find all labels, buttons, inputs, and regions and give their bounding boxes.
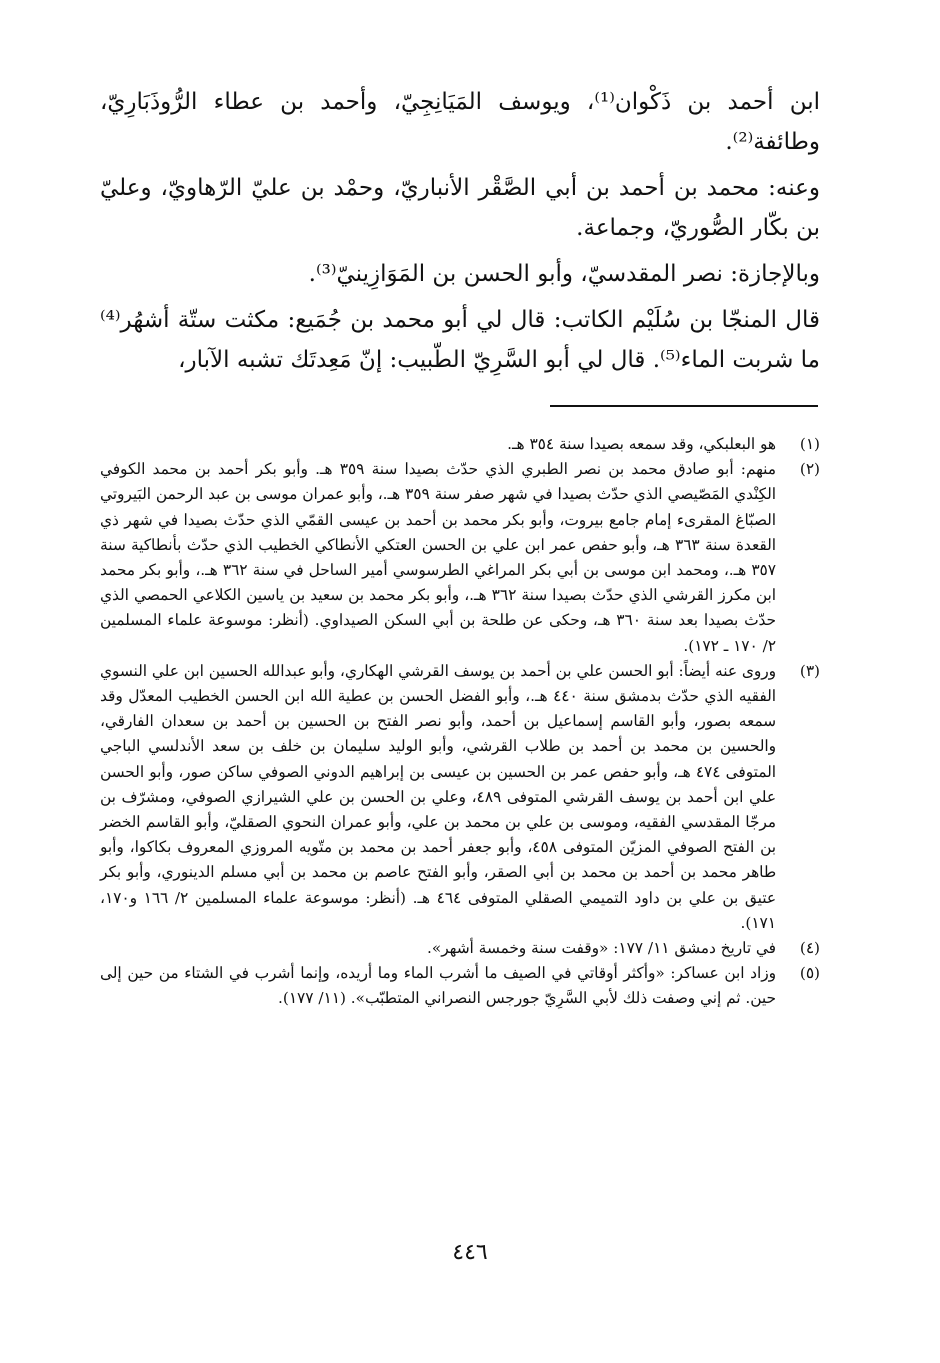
main-paragraph-3: وبالإجازة: نصر المقدسيّ، وأبو الحسن بن المَوَازِينيّ⁽³⁾. bbox=[308, 261, 820, 287]
footnote-item bbox=[100, 659, 820, 936]
main-paragraph-4: قال المنجّا بن سُلَيْم الكاتب: قال لي أبو محمد بن جُمَيع: مكثت ستّة أشهُر⁽⁴⁾ ما شربت الماء⁽⁵⁾. قال لي أبو السَّرِيّ الطّبيب: إنّ مَعِدتَك تشبه الآبار، bbox=[100, 307, 820, 373]
footnote-item bbox=[100, 936, 820, 961]
footnote-text: منهم: أبو صادق محمد بن نصر الطبري الذي حدّث بصيدا سنة ٣٥٩ هـ. وأبو بكر أحمد بن محمد الكوفي الكِنْدي المَصّيصي الذي حدّث بصيدا في شهر صفر سنة ٣٥٩ هـ.، وأبو عمران موسى بن عبد الرحمن البَيروتي الصبّاغ المقرىء إمام جامع بيروت، وأبو بكر محمد بن أحمد بن عيسى القمّي الذي حدّث بصيدا في شهر ذي القعدة سنة ٣٦٣ هـ، وأبو حفص عمر ابن علي بن الحسن العتكي الأنطاكي الخطيب الذي حدّث بأنطاكية سنة ٣٥٧ هـ.، ومحمد ابن موسى بن أبي بكر المراغي الطرسوسي أمير الساحل في سنة ٣٦٢ هـ.، وأبو بكر محمد ابن مكرز القرشي الذي حدّث بصيدا سنة ٣٦٢ هـ.، وأبو بكر محمد بن سعيد بن ياسين الكلاعي الحمصي الذي حدّث بصيدا بعد سنة ٣٦٠ هـ، وحكى عن طلحة بن أبي السكن الصيداوي. (أنظر: موسوعة علماء المسلمين ٢/ ١٧٠ ـ ١٧٢). bbox=[100, 460, 777, 655]
footnote-number: (١) bbox=[799, 435, 820, 453]
footnote-text: وروى عنه أيضاً: أبو الحسن علي بن أحمد بن يوسف القرشي الهكاري، وأبو عبدالله الحسين ابن علي النسوي الفقيه الذي حدّث بدمشق سنة ٤٤٠ هـ.، وأبو الفضل الحسن بن عطية الله ابن الحسن الخطيب المعدّل وقد سمعه بصور، وأبو القاسم إسماعيل بن أحمد، وأبو نصر الفتح بن الحسين بن أحمد بن سعدان الفارقي، والحسين بن محمد بن أحمد بن طلاب القرشي، وأبو الوليد سليمان بن خلف بن سعد الأندلسي الباجي المتوفى ٤٧٤ هـ، وأبو حفص عمر بن الحسين بن عيسى بن إبراهيم الدوني الصوفي ساكن صور، وأبو الحسن علي ابن أحمد بن يوسف القرشي المتوفى ٤٨٩، وعلي بن الحسن بن علي الشيرازي الصوفي، ومشرّف بن مرجّا المقدسي الفقيه، وموسى بن علي بن محمد بن علي، وأبو عمران النحوي الصقليّ، وأبو القاسم الخضر بن الفتح الصوفي المزيّن المتوفى ٤٥٨، وأبو جعفر أحمد بن محمد بن متّويه المروزي المعروف بكاكوا، وأبو طاهر محمد بن أحمد بن محمد بن أبي الصقر، وأبو الفتح عاصم بن محمد بن أبي مسلم الدينوري، وأبو بكر عتيق بن علي بن داود التميمي الصقلي المتوفى ٤٦٤ هـ. (أنظر: موسوعة علماء المسلمين ٢/ ١٦٦ و١٧٠، ١٧١). bbox=[100, 661, 777, 932]
main-paragraph-2: وعنه: محمد بن أحمد بن أبي الصَّقْر الأنباريّ، وحمْد بن عليّ الرّهاويّ، وعليّ بن بكّار الصُّوريّ، وجماعة. bbox=[100, 175, 820, 241]
footnote-text: في تاريخ دمشق ١١/ ١٧٧: «وقفت سنة وخمسة أشهر». bbox=[427, 939, 776, 958]
footnotes bbox=[100, 432, 820, 1012]
page-number: ٤٤٦ bbox=[452, 1240, 488, 1265]
footnote-item bbox=[100, 457, 820, 659]
footnote-number: (٢) bbox=[799, 460, 820, 479]
footnote-text: هو البعلبكي، وقد سمعه بصيدا سنة ٣٥٤ هـ. bbox=[507, 435, 776, 453]
main-text bbox=[100, 82, 820, 386]
footnote-text: وزاد ابن عساكر: «وأكثر أوقاتي في الصيف ما أشرب الماء وما أريده، وإنما أشرب في الشتاء من حين إلى حين. ثم إني وصفت ذلك لأبي السَّرِيّ جورجس النصراني المتطبّب». (١١/ ١٧٧). bbox=[100, 964, 776, 1008]
footnote-item bbox=[100, 432, 820, 457]
footnote-number: (٥) bbox=[799, 964, 820, 983]
footnote-number: (٣) bbox=[799, 661, 820, 680]
main-paragraph-1: ابن أحمد بن ذَكْوان⁽¹⁾، ويوسف المَيَانِجِيّ، وأحمد بن عطاء الرُّوذَبَارِيّ، وطائفة⁽²⁾. bbox=[100, 89, 820, 155]
footnote-separator bbox=[550, 405, 818, 407]
footnote-number: (٤) bbox=[799, 939, 820, 958]
footnote-item bbox=[100, 961, 820, 1011]
